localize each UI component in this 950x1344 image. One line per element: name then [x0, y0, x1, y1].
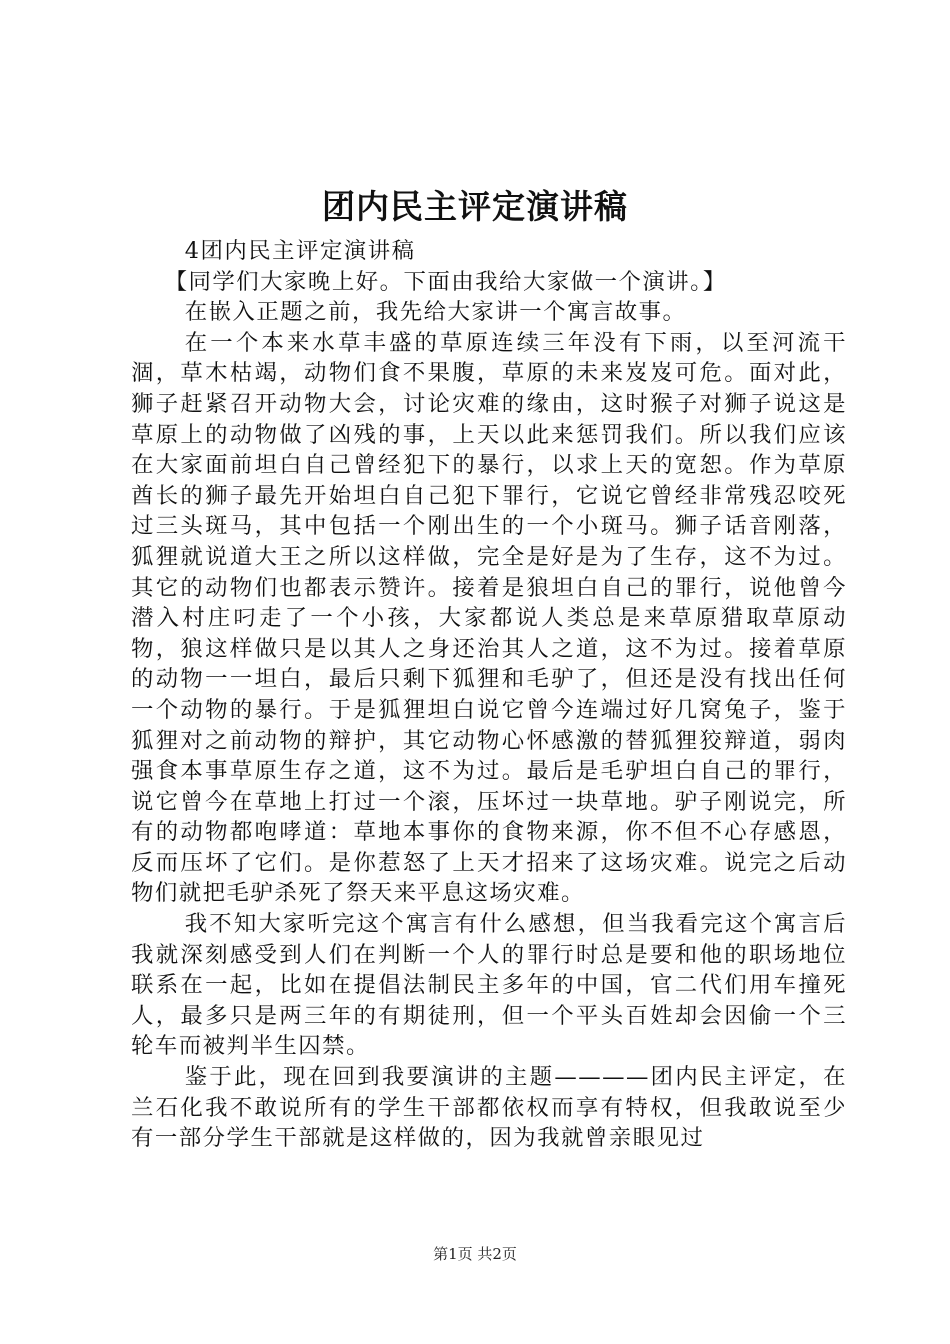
- paragraph-greeting: 【同学们大家晚上好。下面由我给大家做一个演讲。】: [164, 268, 727, 295]
- paragraph-subtitle: 4团内民主评定演讲稿: [184, 238, 416, 264]
- document-body: [131, 236, 847, 1154]
- page-number-footer: 第1页 共2页: [433, 1245, 517, 1263]
- paragraph-reflection: 我不知大家听完这个寓言有什么感想，但当我看完这个寓言后我就深刻感受到人们在判断一个人的罪行时总是要和他的职场地位联系在一起，比如在提倡法制民主多年的中国，官二代们用车撞死人，最多只是两三年的有期徒刑，但一个平头百姓却会因偷一个三轮车而被判半生囚禁。: [131, 911, 847, 1060]
- paragraph-fable: 在一个本来水草丰盛的草原连续三年没有下雨，以至河流干涸，草木枯竭，动物们食不果腹，草原的未来岌岌可危。面对此，狮子赶紧召开动物大会，讨论灾难的缘由，这时猴子对狮子说这是草原上的动物做了凶残的事，上天以此来惩罚我们。所以我们应该在大家面前坦白自己曾经犯下的暴行，以求上天的宽恕。作为草原酋长的狮子最先开始坦白自己犯下罪行，它说它曾经非常残忍咬死过三头斑马，其中包括一个刚出生的一个小斑马。狮子话音刚落，狐狸就说道大王之所以这样做，完全是好是为了生存，这不为过。其它的动物们也都表示赞许。接着是狼坦白自己的罪行，说他曾今潜入村庄叼走了一个小孩，大家都说人类总是来草原猎取草原动物，狼这样做只是以其人之身还治其人之道，这不为过。接着草原的动物一一坦白，最后只剩下狐狸和毛驴了，但还是没有找出任何一个动物的暴行。于是狐狸坦白说它曾今连端过好几窝兔子，鉴于狐狸对之前动物的辩护，其它动物心怀感激的替狐狸狡辩道，弱肉强食本事草原生存之道，这不为过。最后是毛驴坦白自己的罪行，说它曾今在草地上打过一个滚，压坏过一块草地。驴子刚说完，所有的动物都咆哮道：草地本事你的食物来源，你不但不心存感恩，反而压坏了它们。是你惹怒了上天才招来了这场灾难。说完之后动物们就把毛驴杀死了祭天来平息这场灾难。: [131, 329, 847, 907]
- paragraph-topic: 鉴于此，现在回到我要演讲的主题————团内民主评定，在兰石化我不敢说所有的学生干部都依权而享有特权，但我敢说至少有一部分学生干部就是这样做的，因为我就曾亲眼见过: [131, 1064, 847, 1152]
- paragraph-intro: 在嵌入正题之前，我先给大家讲一个寓言故事。: [184, 299, 687, 326]
- document-title: 团内民主评定演讲稿: [322, 187, 628, 226]
